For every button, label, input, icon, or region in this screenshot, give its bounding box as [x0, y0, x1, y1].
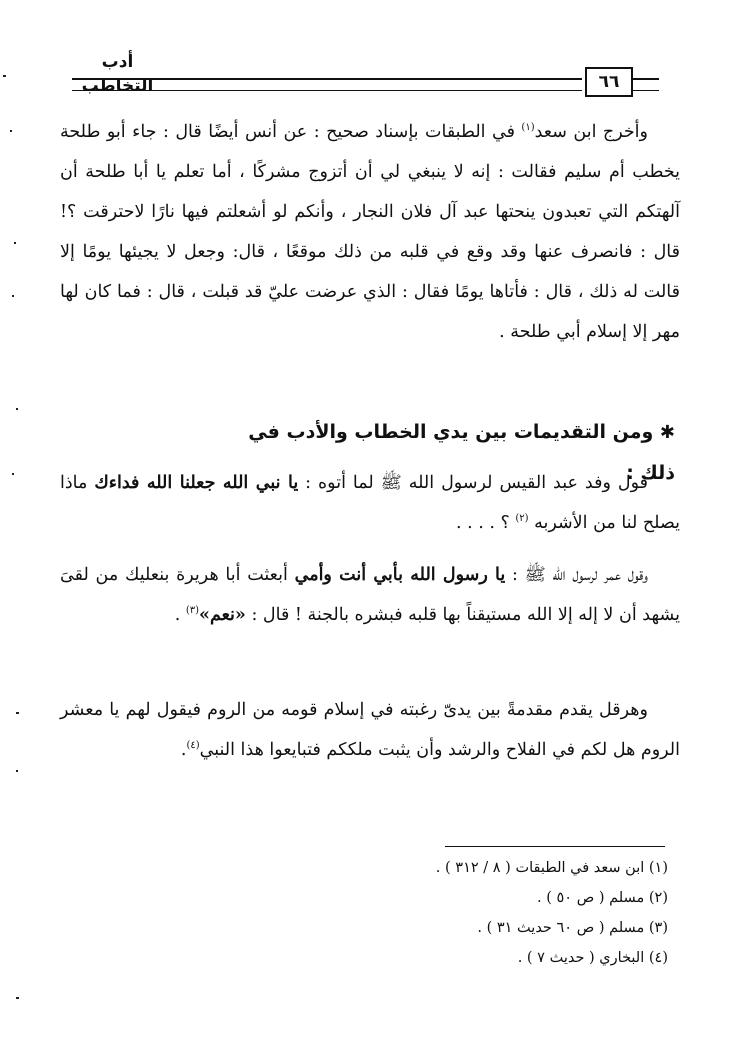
paragraph-text: أبعثت أبا هريرة بنعليك من لقىَ يشهد أن لا إله إلا الله مستيقناً بها قلبه فبشره بالجنة ! قال :	[60, 565, 680, 625]
header-rule-double	[72, 90, 582, 91]
paragraph-text: قول وفد عبد القيس لرسول الله ﷺ لما أتوه :	[298, 473, 648, 493]
scan-speck	[16, 408, 18, 410]
footnote-3: (٣) مسلم ( ص ٦٠ حديث ٣١ ) .	[477, 920, 668, 936]
footnote-4: (٤) البخاري ( حديث ٧ ) .	[517, 950, 668, 966]
footnote-ref-4: (٤)	[186, 740, 200, 752]
footnotes	[300, 853, 668, 973]
section-heading: ✱ ومن التقديمات بين يدي الخطاب والأدب في ذلك :	[248, 421, 675, 484]
footnote-1: (١) ابن سعد في الطبقات ( ٨ / ٣١٢ ) .	[435, 860, 668, 876]
header-rule-tail-double	[633, 90, 659, 91]
footnote-ref-2: (٢)	[515, 513, 529, 525]
header-rule-tail	[633, 78, 659, 80]
paragraph-text: وأخرج ابن سعد	[534, 122, 648, 142]
paragraph-text: ماذا يصلح لنا من الأشربه	[60, 473, 680, 533]
scan-speck	[16, 770, 18, 772]
scan-speck	[14, 242, 16, 244]
emphasis-text: يا نبي الله جعلنا الله فداءك	[94, 473, 299, 493]
scan-speck	[16, 712, 19, 714]
scan-speck	[3, 75, 6, 77]
scan-speck	[12, 295, 14, 297]
footnote-ref-3: (٣)	[185, 605, 200, 617]
running-title: أدب التخاطب	[81, 52, 154, 96]
scan-speck	[16, 997, 19, 999]
scan-speck	[10, 130, 12, 132]
header-rule	[72, 78, 582, 80]
footnote-separator	[445, 846, 665, 847]
scan-speck	[12, 473, 14, 475]
paragraph-text: وهرقل يقدم مقدمةً بين يدىّ رغبته في إسلام قومه من الروم فيقول لهم يا معشر الروم هل لكم في الفلاح والرشد وأن يثبت ملككم فتبايعوا هذا النبي	[60, 700, 680, 760]
emphasis-text: يا رسول الله بأبي أنت وأمي	[294, 565, 506, 585]
paragraph-ibn-saad	[60, 112, 680, 352]
paragraph-text: في الطبقات بإسناد صحيح : عن أنس أيضًا قال : جاء أبو طلحة يخطب أم سليم فقالت : إنه لا ينبغي لي أن أتزوج مشركًا ، أما تعلم يا أبا طلحة أن آلهتكم التي تعبدون ينحتها عبد آل فلان النجار ، وأنكم لو أشعلتم فيها نارًا لاحترقت ؟! قال : فانصرف عنها وقد وقع في قلبه من ذلك موقعًا ، قال: وجعل لا يجيئها يومًا إلا قالت له ذلك ، قال : فأتاها يومًا فقال : الذي عرضت عليّ قد قبلت ، قال : فما كان لها مهر إلا إسلام أبي طلحة .	[60, 122, 680, 342]
paragraph-text: وقول عمر لرسول الله ﷺ :	[505, 565, 648, 585]
paragraph-text: .	[174, 605, 186, 625]
page-number: ٦٦	[585, 67, 633, 97]
star-icon: ✱	[659, 422, 675, 443]
paragraph-text: ؟ . . . .	[456, 513, 516, 533]
paragraph-umar	[60, 555, 680, 635]
footnote-2: (٢) مسلم ( ص ٥٠ ) .	[537, 890, 668, 906]
paragraph-text: .	[180, 740, 187, 760]
paragraph-heraclius	[60, 690, 680, 770]
paragraph-abd-alqays	[60, 463, 680, 543]
emphasis-text: «نعم»	[199, 605, 246, 625]
footnote-ref-1: (١)	[521, 122, 535, 134]
